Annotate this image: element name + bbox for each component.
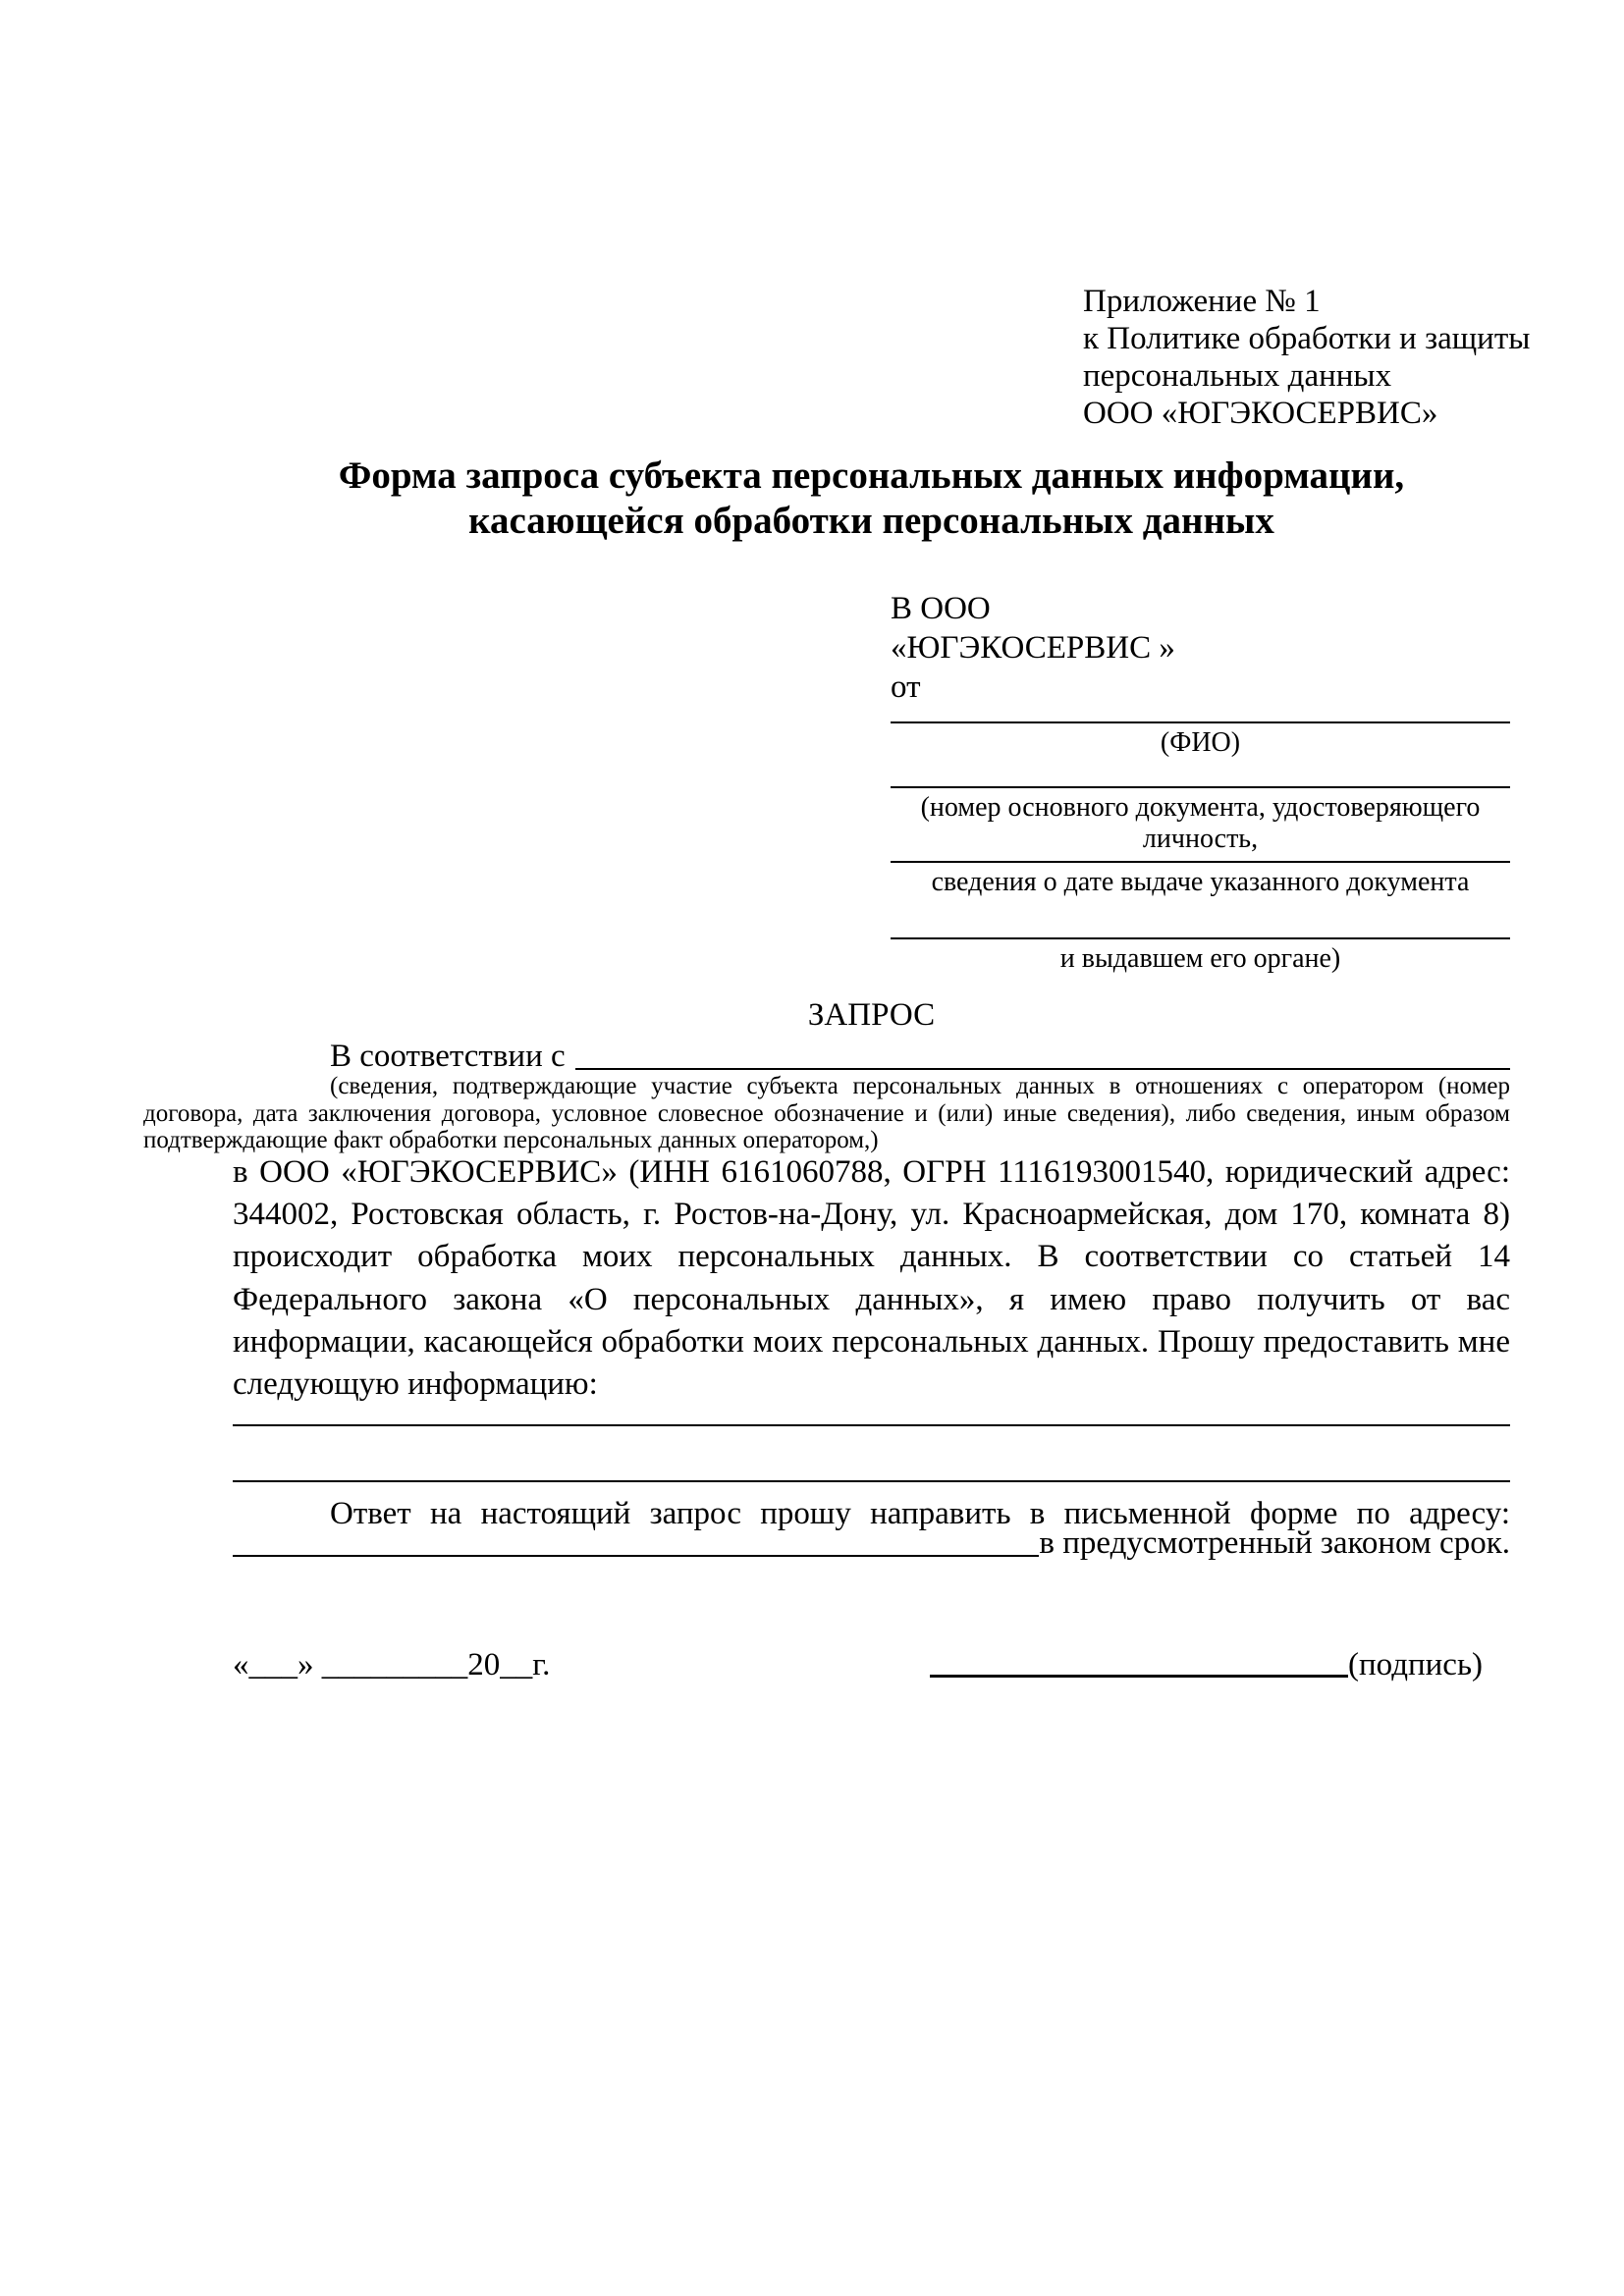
issue-date-blank-line <box>891 861 1510 863</box>
issuing-authority-caption: и выдавшем его органе) <box>1059 943 1341 974</box>
annex-line: Приложение № 1 <box>1083 284 1321 319</box>
doc-number-blank-line <box>891 786 1510 788</box>
reply-address-blank-line <box>233 1555 1039 1557</box>
request-heading: ЗАПРОС <box>807 997 936 1033</box>
request-body-paragraph: в ООО «ЮГЭКОСЕРВИС» (ИНН 6161060788, ОГРН 1116193001540, юридический адрес: 344002, Ростовская область, г. Ростов-на-Дону, ул. Красноармейская, дом 170, комната 8) происходит обработка моих персональных данных. В соответствии со статьей 14 Федерального закона «О персональных данных», я имею право получить от вас информации, касающейся обработки моих персональных данных. Прошу предоставить мне следующую информацию: <box>233 1154 1510 1403</box>
recipient-line-to: В ООО <box>891 591 991 626</box>
signature-row <box>930 1645 1483 1684</box>
recipient-line-company: «ЮГЭКОСЕРВИС » <box>891 630 1175 666</box>
signature-caption: (подпись) <box>1348 1647 1483 1682</box>
doc-number-caption: (номер основного документа, удостоверяющего личность, <box>920 792 1481 854</box>
basis-row <box>233 1037 1510 1076</box>
recipient-block <box>891 589 1175 707</box>
issuing-authority-blank-line <box>891 937 1510 939</box>
reply-deadline-label: в предусмотренный законом срок. <box>1039 1525 1510 1561</box>
recipient-line-from: от <box>891 669 921 705</box>
form-title-line-1: Форма запроса субъекта персональных данных информации, <box>338 454 1405 497</box>
date-blank-field: «___» _________20__г. <box>233 1647 551 1682</box>
form-title <box>233 454 1510 544</box>
info-blank-line-1 <box>233 1424 1510 1426</box>
info-blank-line-2 <box>233 1480 1510 1482</box>
basis-note: (сведения, подтверждающие участие субъекта персональных данных в отношениях с оператором (номер договора, дата заключения договора, условное словесное обозначение и (или) иные сведения), либо сведения, иным образом подтверждающие факт обработки персональных данных оператором,) <box>143 1073 1510 1153</box>
annex-line: ООО «ЮГЭКОСЕРВИС» <box>1083 396 1438 431</box>
fio-blank-line <box>891 721 1510 723</box>
basis-blank-line <box>575 1068 1510 1070</box>
annex-line: к Политике обработки и защиты <box>1083 321 1531 356</box>
annex-line: персональных данных <box>1083 358 1392 394</box>
fio-caption: (ФИО) <box>1160 727 1241 758</box>
form-title-line-2: касающейся обработки персональных данных <box>468 500 1274 542</box>
reply-address-row <box>233 1523 1510 1563</box>
signature-blank-line <box>930 1675 1348 1678</box>
annex-block <box>1083 283 1530 432</box>
reply-address-paragraph: Ответ на настоящий запрос прошу направить в письменной форме по адресу: <box>330 1496 1510 1531</box>
basis-intro-label: В соответствии с <box>330 1039 566 1074</box>
issue-date-caption: сведения о дате выдаче указанного документа <box>931 867 1470 897</box>
